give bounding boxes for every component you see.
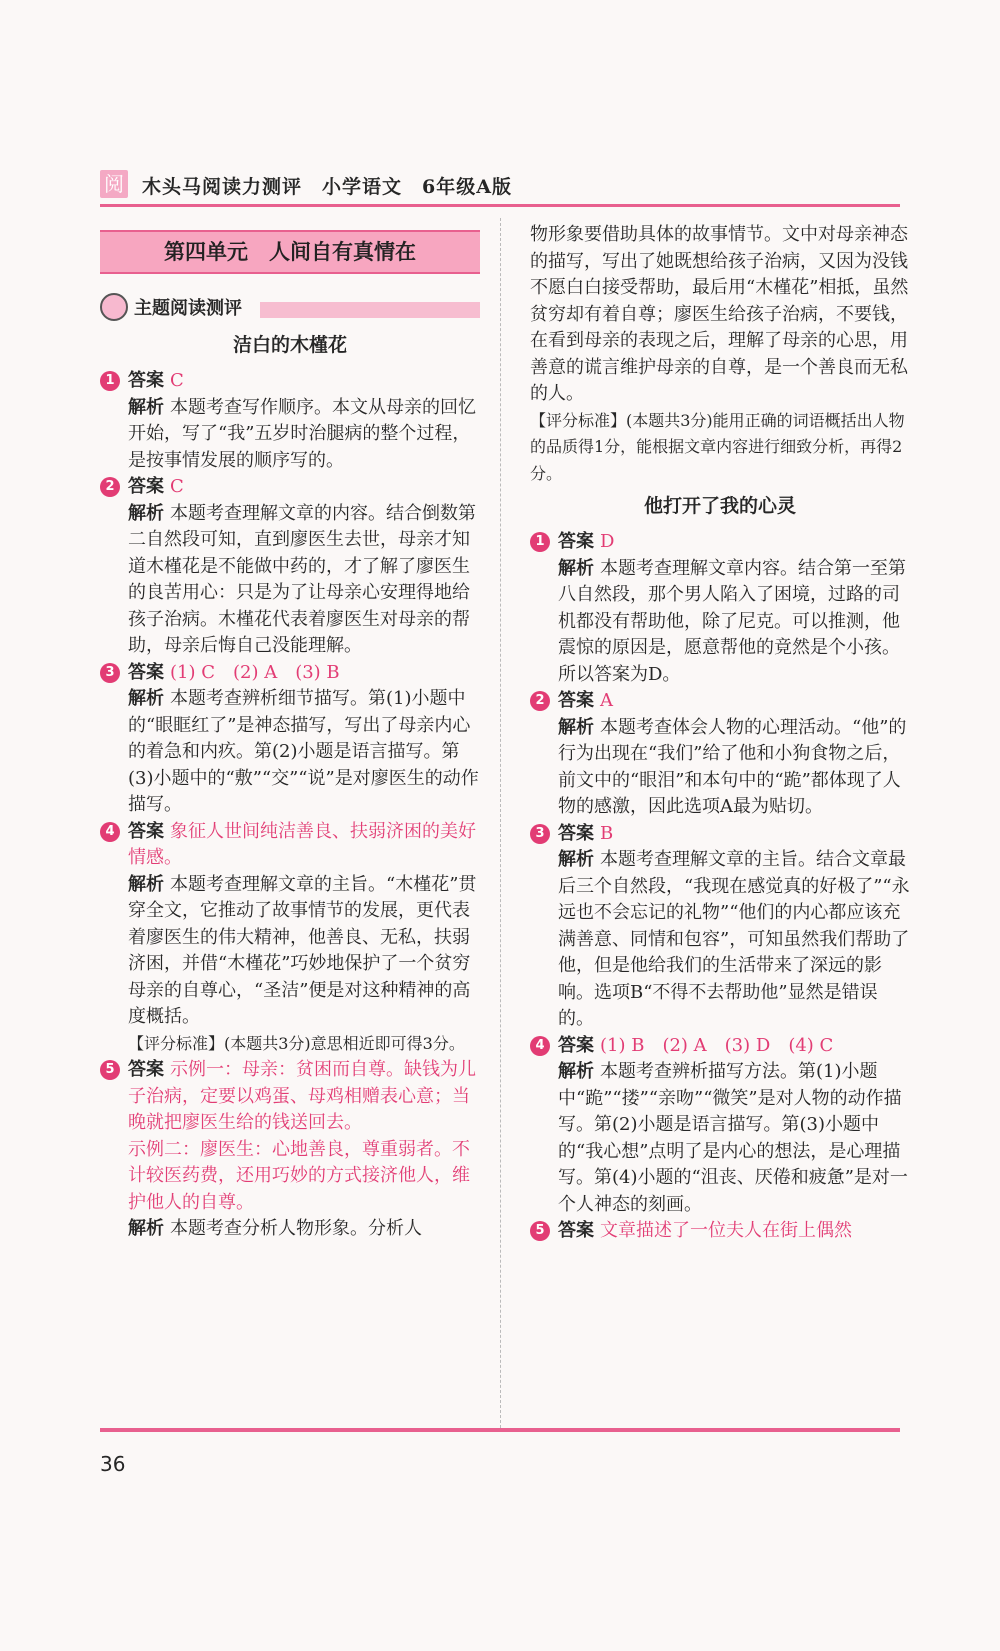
answer-text: C xyxy=(170,476,184,497)
analysis-label: 解析 xyxy=(128,1218,164,1239)
continuation-block xyxy=(530,222,910,487)
analysis-label: 解析 xyxy=(128,502,164,524)
question-number-badge: 5 xyxy=(530,1221,550,1241)
scoring-standard: 【评分标准】(本题共3分)能用正确的词语概括出人物的品质得1分，能根据文章内容进行细致分析，再得2分。 xyxy=(530,410,905,483)
header-title: 木头马阅读力测评 小学语文 6年级A版 xyxy=(142,176,512,198)
analysis-text: 本题考查分析人物形象。分析人 xyxy=(170,1218,422,1239)
unit-banner: 第四单元 人间自有真情在 xyxy=(100,230,480,274)
answer-item xyxy=(100,819,480,1058)
answer-label: 答案 xyxy=(558,1220,594,1241)
analysis-text: 本题考查辨析描写方法。第(1)小题中“跪”“搂”“亲吻”“微笑”是对人物的动作描写。第(2)小题是语言描写。第(3)小题中的“我心想”点明了是内心的想法，是心理描写。第(4)小题的“沮丧、厌倦和疲惫”是对一个人神态的刻画。 xyxy=(558,1061,908,1215)
answer-item xyxy=(530,688,910,821)
answer-item xyxy=(100,1057,480,1243)
analysis-continuation: 物形象要借助具体的故事情节。文中对母亲神态的描写，写出了她既想给孩子治病，又因为没钱不愿白白接受帮助，最后用“木槿花”相抵，虽然贫穷却有着自尊；廖医生给孩子治病，不要钱，在看到母亲的表现之后，理解了母亲的心思，用善意的谎言维护母亲的自尊，是一个善良而无私的人。 xyxy=(530,224,909,404)
article-title: 他打开了我的心灵 xyxy=(643,495,796,517)
answer-item xyxy=(100,368,480,474)
right-column xyxy=(530,222,910,1245)
answer-text: (1) C (2) A (3) B xyxy=(170,661,340,683)
answer-label: 答案 xyxy=(558,531,594,552)
answer-text: 示例一：母亲：贫困而自尊。缺钱为儿子治病，定要以鸡蛋、母鸡相赠表心意；当晚就把廖医生给的钱送回去。 xyxy=(128,1059,476,1133)
answer-label: 答案 xyxy=(558,822,594,844)
page-header xyxy=(100,168,900,206)
answer-item xyxy=(100,660,480,819)
answer-label: 答案 xyxy=(128,476,164,497)
answer-label: 答案 xyxy=(558,1034,594,1056)
article-title: 洁白的木槿花 xyxy=(232,334,347,356)
section-bar xyxy=(260,302,480,318)
question-number-badge: 2 xyxy=(530,691,550,711)
analysis-text: 本题考查理解文章的内容。结合倒数第二自然段可知，直到廖医生去世，母亲才知道木槿花是不能做中药的，才了解了廖医生的良苦用心：只是为了让母亲心安理得地给孩子治病。木槿花代表着廖医生对母亲的帮助，母亲后悔自己没能理解。 xyxy=(128,502,476,656)
answer-label: 答案 xyxy=(128,661,164,683)
question-number-badge: 2 xyxy=(100,477,120,497)
answer-text: 文章描述了一位夫人在街上偶然 xyxy=(600,1220,852,1241)
answer-text: (1) B (2) A (3) D (4) C xyxy=(600,1034,834,1056)
section-title: 主题阅读测评 xyxy=(134,298,242,319)
question-number-badge: 4 xyxy=(530,1036,550,1056)
question-number-badge: 3 xyxy=(100,663,120,683)
question-number-badge: 5 xyxy=(100,1060,120,1080)
question-number-badge: 1 xyxy=(530,532,550,552)
analysis-text: 本题考查理解文章的主旨。“木槿花”贯穿全文，它推动了故事情节的发展，更代表着廖医生的伟大精神，他善良、无私，扶弱济困，并借“木槿花”巧妙地保护了一个贫穷母亲的自尊心，“圣洁”便是对这种精神的高度概括。 xyxy=(128,873,477,1027)
book-logo-icon: 阅 xyxy=(100,170,128,198)
question-number-badge: 1 xyxy=(100,371,120,391)
answer-item xyxy=(530,1033,910,1219)
answer-item xyxy=(100,474,480,660)
answer-text-example-2: 示例二：廖医生：心地善良，尊重弱者。不计较医药费，还用巧妙的方式接济他人，维护他人的自尊。 xyxy=(128,1138,470,1213)
analysis-label: 解析 xyxy=(558,1061,594,1082)
answer-label: 答案 xyxy=(128,370,164,391)
answer-label: 答案 xyxy=(558,690,594,711)
analysis-text: 本题考查理解文章内容。结合第一至第八自然段，那个男人陷入了困境，过路的司机都没有帮助他，除了尼克。可以推测，他震惊的原因是，愿意帮他的竟然是个小孩。所以答案为D。 xyxy=(558,557,906,685)
analysis-label: 解析 xyxy=(558,557,594,579)
question-number-badge: 4 xyxy=(100,822,120,842)
scoring-standard: 【评分标准】(本题共3分)意思相近即可得3分。 xyxy=(128,1033,465,1053)
analysis-label: 解析 xyxy=(558,716,594,738)
answer-item xyxy=(530,821,910,1033)
answer-text: A xyxy=(600,690,613,711)
question-number-badge: 3 xyxy=(530,824,550,844)
column-divider xyxy=(500,218,501,1428)
analysis-label: 解析 xyxy=(128,396,164,418)
analysis-text: 本题考查体会人物的心理活动。“他”的行为出现在“我们”给了他和小狗食物之后，前文中的“眼泪”和本句中的“跪”都体现了人物的感激，因此选项A最为贴切。 xyxy=(558,716,907,817)
smiley-face-icon xyxy=(100,293,128,321)
answer-label: 答案 xyxy=(128,820,164,842)
answer-text: 象征人世间纯洁善良、扶弱济困的美好情感。 xyxy=(128,820,476,868)
analysis-text: 本题考查辨析细节描写。第(1)小题中的“眼眶红了”是神态描写，写出了母亲内心的着急和内疚。第(2)小题是语言描写。第(3)小题中的“敷”“交”“说”是对廖医生的动作描写。 xyxy=(128,688,479,815)
analysis-label: 解析 xyxy=(558,849,594,870)
analysis-text: 本题考查写作顺序。本文从母亲的回忆开始，写了“我”五岁时治腿病的整个过程，是按事情发展的顺序写的。 xyxy=(128,396,476,471)
left-column xyxy=(100,230,480,1243)
answer-item xyxy=(530,529,910,688)
section-heading xyxy=(100,292,480,326)
answer-text: B xyxy=(600,822,614,844)
analysis-label: 解析 xyxy=(128,873,164,895)
footer-rule xyxy=(100,1428,900,1432)
answer-text: C xyxy=(170,370,184,391)
analysis-label: 解析 xyxy=(128,688,164,709)
answer-text: D xyxy=(600,531,615,552)
analysis-text: 本题考查理解文章的主旨。结合文章最后三个自然段，“我现在感觉真的好极了”“永远也不会忘记的礼物”“他们的内心都应该充满善意、同情和包容”，可知虽然我们帮助了他，但是他给我们的生活带来了深远的影响。选项B“不得不去帮助他”显然是错误的。 xyxy=(558,849,910,1029)
page-number: 36 xyxy=(100,1452,126,1476)
answer-label: 答案 xyxy=(128,1059,164,1080)
answer-item xyxy=(530,1218,910,1245)
header-rule xyxy=(100,204,900,207)
